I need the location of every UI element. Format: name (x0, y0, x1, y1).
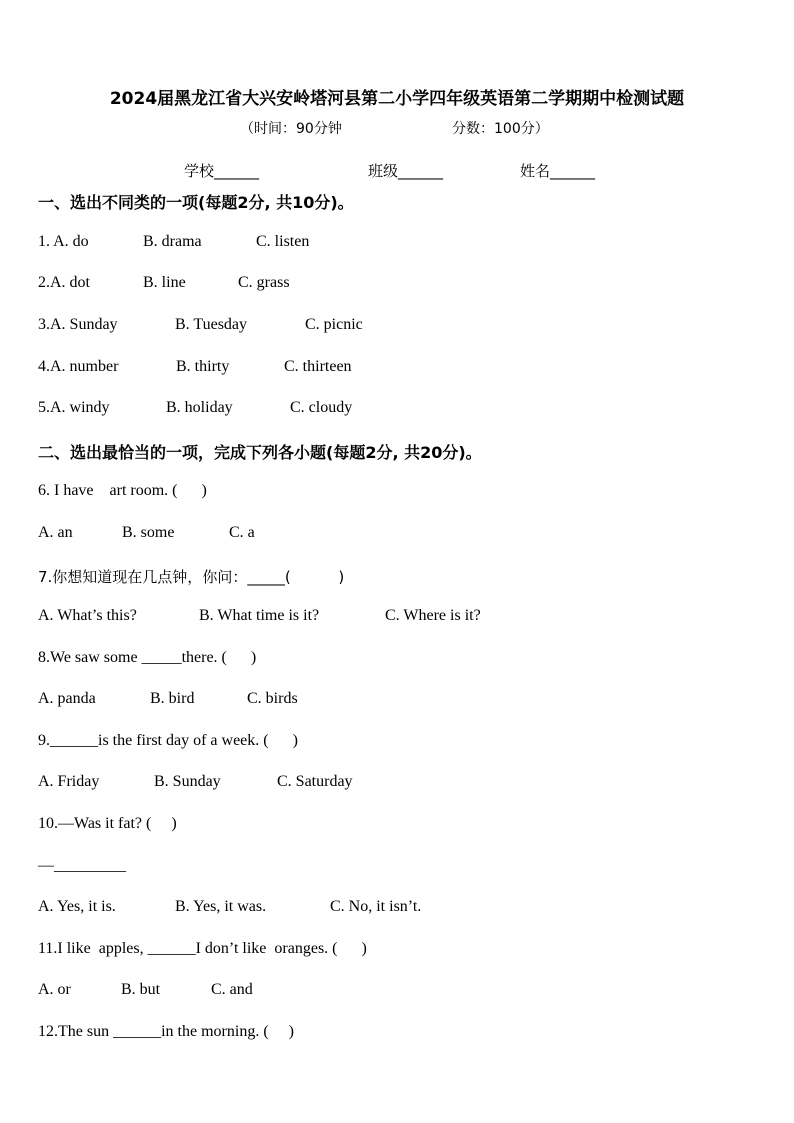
question-1-option-b: B. drama (143, 233, 202, 250)
question-3-option-b: B. Tuesday (175, 316, 248, 333)
question-1-option-a: 1. A. do (38, 233, 89, 250)
question-11-option-c: C. and (211, 981, 253, 998)
exam-score: 分数：100分） (452, 121, 549, 137)
name-field: 姓名______ (520, 162, 596, 180)
question-4-option-c: C. thirteen (284, 358, 352, 375)
question-9-option-a: A. Friday (38, 773, 100, 790)
question-7-stem: 7.你想知道现在几点钟，你问：_____( ) (38, 568, 345, 586)
question-6-option-a: A. an (38, 524, 73, 541)
question-3-option-a: 3.A. Sunday (38, 316, 118, 333)
question-5-option-c: C. cloudy (290, 399, 353, 416)
exam-time: （时间：90分钟 (240, 121, 342, 137)
question-6-option-c: C. a (229, 524, 255, 541)
section-2-heading: 二、选出最恰当的一项，完成下列各小题(每题2分, 共20分)。 (38, 443, 482, 462)
question-10-option-c: C. No, it isn’t. (330, 898, 422, 915)
question-9-option-b: B. Sunday (154, 773, 221, 790)
question-8-stem: 8.We saw some _____there. ( ) (38, 649, 257, 666)
question-6-stem: 6. I have art room. ( ) (38, 482, 207, 499)
question-6-option-b: B. some (122, 524, 175, 541)
question-2-option-c: C. grass (238, 274, 290, 291)
question-8-option-b: B. bird (150, 690, 195, 707)
question-8-option-a: A. panda (38, 690, 96, 707)
question-4-option-b: B. thirty (176, 358, 230, 375)
question-11-stem: 11.I like apples, ______I don’t like oranges. ( ) (38, 940, 367, 957)
question-4-option-a: 4.A. number (38, 358, 119, 375)
question-11-option-a: A. or (38, 981, 71, 998)
question-1-option-c: C. listen (256, 233, 310, 250)
exam-title: 2024届黑龙江省大兴安岭塔河县第二小学四年级英语第二学期期中检测试题 (109, 89, 685, 109)
question-9-stem: 9.______is the first day of a week. ( ) (38, 732, 298, 749)
question-2-option-a: 2.A. dot (38, 274, 90, 291)
question-7-option-b: B. What time is it? (199, 607, 320, 624)
question-2-option-b: B. line (143, 274, 186, 291)
question-10-option-a: A. Yes, it is. (38, 898, 116, 915)
question-12-stem: 12.The sun ______in the morning. ( ) (38, 1023, 294, 1040)
question-9-option-c: C. Saturday (277, 773, 353, 790)
question-7-option-a: A. What’s this? (38, 607, 137, 624)
school-field: 学校______ (184, 162, 260, 180)
question-10-answer-line: —_________ (38, 857, 126, 874)
question-5-option-b: B. holiday (166, 399, 233, 416)
class-field: 班级______ (368, 162, 444, 180)
question-8-option-c: C. birds (247, 690, 298, 707)
question-7-option-c: C. Where is it? (385, 607, 481, 624)
question-3-option-c: C. picnic (305, 316, 363, 333)
question-11-option-b: B. but (121, 981, 161, 998)
question-5-option-a: 5.A. windy (38, 399, 110, 416)
question-10-stem: 10.—Was it fat? ( ) (38, 815, 177, 832)
section-1-heading: 一、选出不同类的一项(每题2分, 共10分)。 (38, 193, 354, 212)
question-10-option-b: B. Yes, it was. (175, 898, 267, 915)
